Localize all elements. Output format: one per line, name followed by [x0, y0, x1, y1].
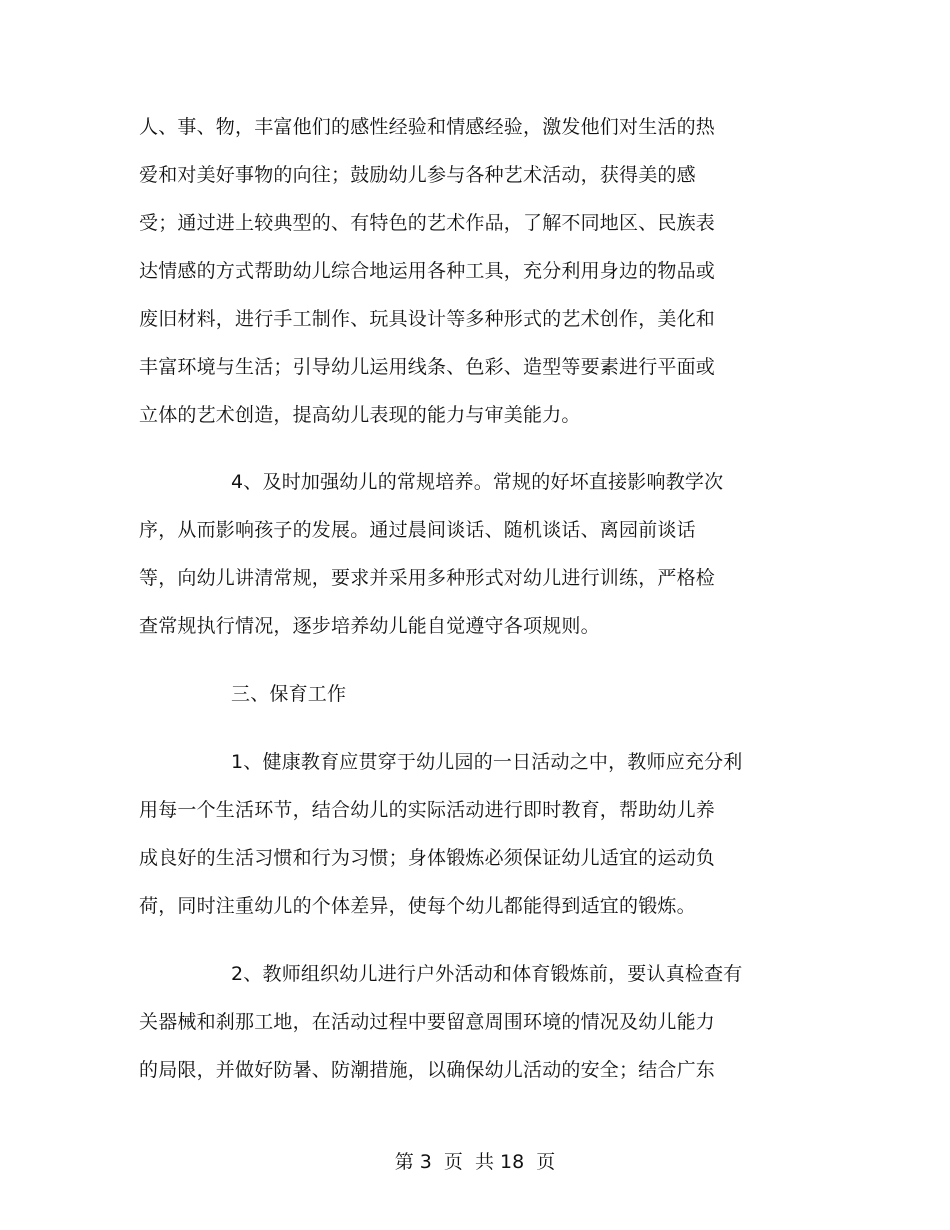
- text-line: 查常规执行情况，逐步培养幼儿能自觉遵守各项规则。: [139, 615, 600, 637]
- text-line: 1、健康教育应贯穿于幼儿园的一日活动之中，教师应充分利: [231, 751, 743, 773]
- text-line: 丰富环境与生活；引导幼儿运用线条、色彩、造型等要素进行平面或: [139, 356, 716, 378]
- text-line: 爱和对美好事物的向往；鼓励幼儿参与各种艺术活动，获得美的感: [139, 164, 696, 186]
- text-line: 2、教师组织幼儿进行户外活动和体育锻炼前，要认真检查有: [231, 963, 743, 985]
- text-line: 立体的艺术创造，提高幼儿表现的能力与审美能力。: [139, 404, 581, 426]
- section-heading: 三、保育工作: [231, 683, 347, 705]
- text-line: 用每一个生活环节，结合幼儿的实际活动进行即时教育，帮助幼儿养: [139, 799, 716, 821]
- text-line: 4、及时加强幼儿的常规培养。常规的好坏直接影响教学次: [231, 471, 724, 493]
- text-line: 序，从而影响孩子的发展。通过晨间谈话、随机谈话、离园前谈话: [139, 519, 696, 541]
- text-line: 的局限，并做好防暑、防潮措施，以确保幼儿活动的安全；结合广东: [139, 1059, 716, 1081]
- text-line: 等，向幼儿讲清常规，要求并采用多种形式对幼儿进行训练，严格检: [139, 567, 716, 589]
- page-number-footer: 第 3 页 共 18 页: [394, 1151, 556, 1173]
- text-line: 废旧材料，进行手工制作、玩具设计等多种形式的艺术创作，美化和: [139, 308, 716, 330]
- text-line: 受；通过进上较典型的、有特色的艺术作品，了解不同地区、民族表: [139, 212, 716, 234]
- text-line: 人、事、物，丰富他们的感性经验和情感经验，激发他们对生活的热: [139, 116, 716, 138]
- text-line: 关器械和刹那工地，在活动过程中要留意周围环境的情况及幼儿能力: [139, 1011, 716, 1033]
- text-line: 达情感的方式帮助幼儿综合地运用各种工具，充分利用身边的物品或: [139, 260, 716, 282]
- text-line: 成良好的生活习惯和行为习惯；身体锻炼必须保证幼儿适宜的运动负: [139, 847, 716, 869]
- text-line: 荷，同时注重幼儿的个体差异，使每个幼儿都能得到适宜的锻炼。: [139, 895, 696, 917]
